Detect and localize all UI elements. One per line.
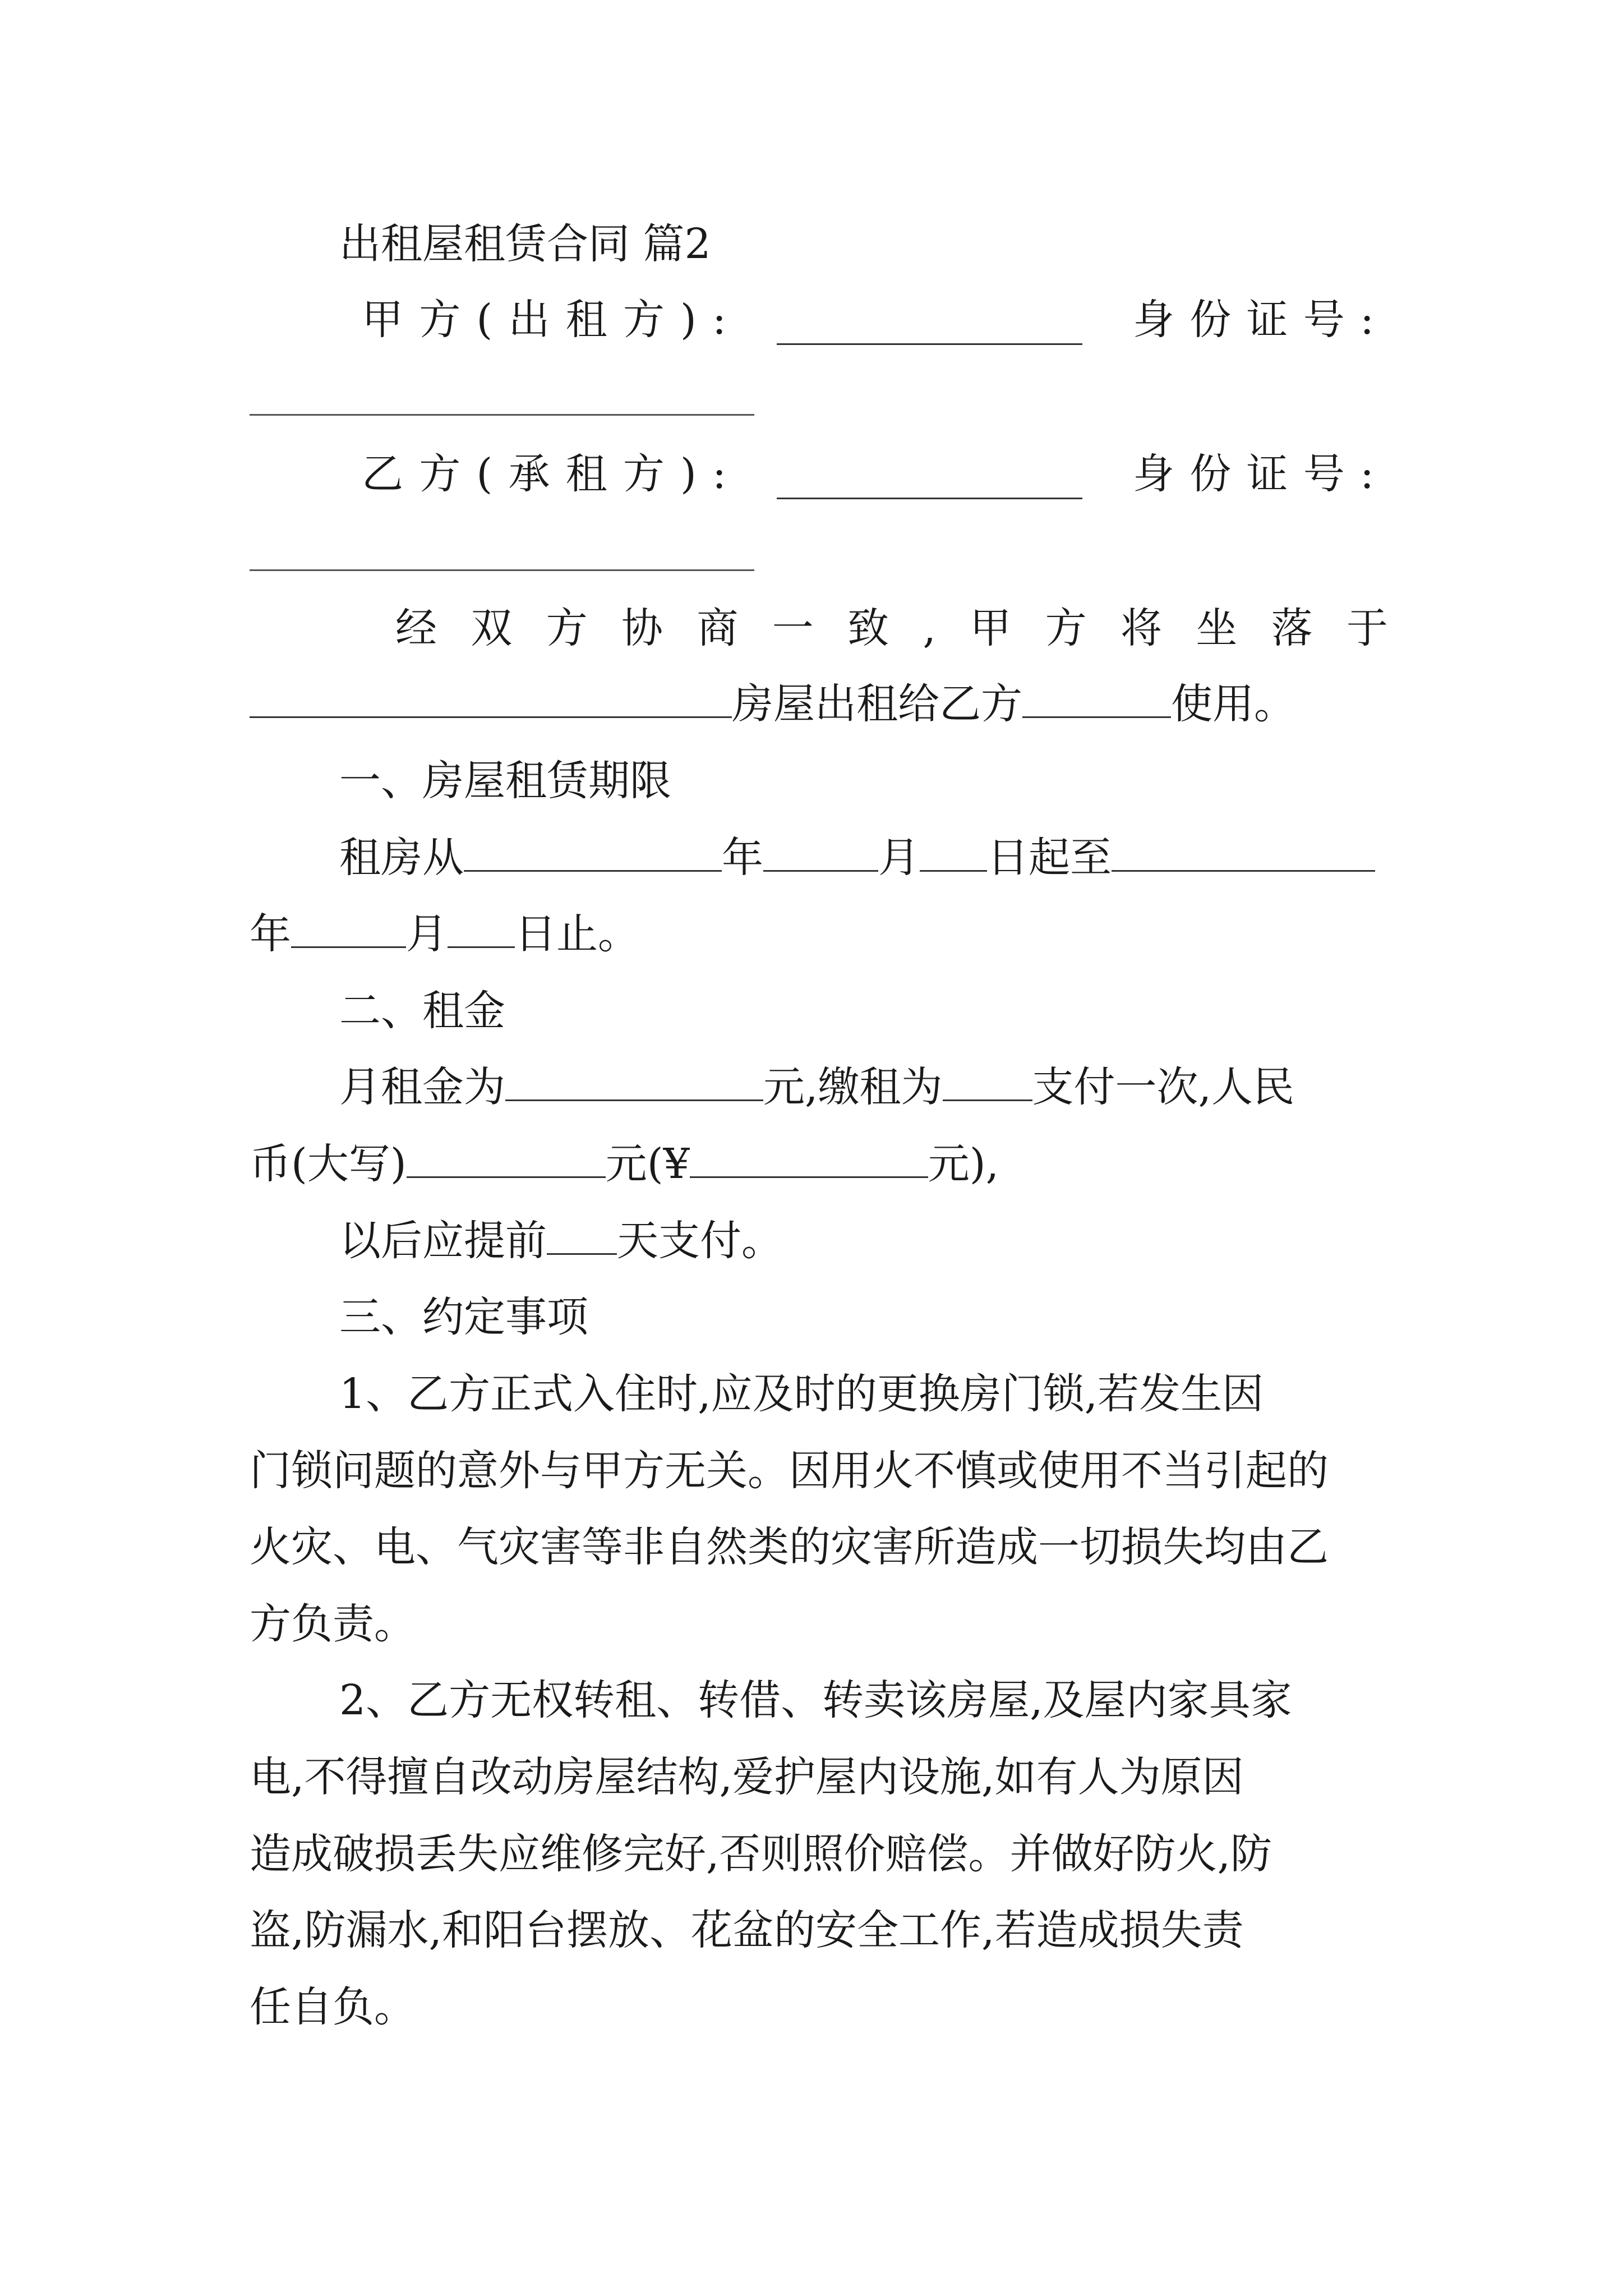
party-a-id-label: 身 份 证 号 : — [1133, 296, 1374, 344]
rent-line-2: 币(大写) 元(¥ 元), — [250, 1140, 999, 1188]
section-1-heading: 一、房屋租赁期限 — [339, 757, 671, 805]
payment-period-blank[interactable] — [943, 1065, 1032, 1101]
party-b-line — [362, 449, 1374, 499]
party-b-id-label: 身 份 证 号 : — [1133, 450, 1374, 498]
party-a-label: 甲 方 ( 出 租 方 ) : — [362, 296, 726, 344]
start-month-blank[interactable] — [763, 835, 878, 872]
property-address-blank[interactable] — [250, 682, 732, 718]
rent-line-3: 以后应提前 天支付。 — [339, 1217, 783, 1265]
item-1-line-4: 方负责。 — [250, 1600, 416, 1648]
party-a-id-blank[interactable] — [250, 414, 754, 416]
start-year-blank[interactable] — [464, 835, 722, 872]
end-day-blank[interactable] — [448, 912, 515, 948]
party-b-name-blank[interactable] — [777, 463, 1082, 499]
end-year-blank[interactable] — [1112, 835, 1375, 872]
section-3-heading: 三、约定事项 — [339, 1293, 588, 1341]
agreement-line-2: 房屋出租给乙方 使用。 — [250, 679, 1394, 729]
item-1-line-2: 门锁问题的意外与甲方无关。因用火不慎或使用不当引起的 — [250, 1447, 1329, 1495]
rent-line-1: 月租金为 元,缴租为 支付一次,人民 — [339, 1063, 1295, 1111]
agreement-line-1: 经 双 方 协 商 一 致 , 甲 方 将 坐 落 于 — [395, 604, 1388, 652]
item-2-line-3: 造成破损丢失应维修完好,否则照价赔偿。并做好防火,防 — [250, 1830, 1272, 1878]
section-2-heading: 二、租金 — [339, 987, 505, 1035]
item-2-line-5: 任自负。 — [250, 1983, 416, 2031]
party-b-id-blank[interactable] — [250, 569, 754, 571]
party-a-line — [362, 295, 1374, 345]
item-1-line-3: 火灾、电、气灾害等非自然类的灾害所造成一切损失均由乙 — [250, 1523, 1329, 1571]
end-month-blank[interactable] — [291, 912, 406, 948]
document-title: 出租屋租赁合同 篇2 — [339, 220, 711, 268]
advance-days-blank[interactable] — [547, 1218, 617, 1255]
rent-words-blank[interactable] — [407, 1142, 606, 1178]
item-1-line-1: 1、乙方正式入住时,应及时的更换房门锁,若发生因 — [339, 1370, 1264, 1418]
party-b-label: 乙 方 ( 承 租 方 ) : — [362, 450, 726, 498]
usage-blank[interactable] — [1022, 682, 1171, 718]
start-day-blank[interactable] — [920, 835, 987, 872]
lease-period-line-2: 年 月 日止。 — [250, 910, 639, 958]
monthly-rent-blank[interactable] — [505, 1065, 763, 1101]
item-2-line-2: 电,不得擅自改动房屋结构,爱护屋内设施,如有人为原因 — [250, 1753, 1244, 1801]
rent-amount-blank[interactable] — [690, 1142, 928, 1178]
item-2-line-1: 2、乙方无权转租、转借、转卖该房屋,及屋内家具家 — [339, 1676, 1292, 1724]
item-2-line-4: 盗,防漏水,和阳台摆放、花盆的安全工作,若造成损失责 — [250, 1906, 1244, 1954]
lease-period-line-1: 租房从 年 月 日起至 — [339, 832, 1394, 883]
party-a-name-blank[interactable] — [777, 309, 1082, 345]
